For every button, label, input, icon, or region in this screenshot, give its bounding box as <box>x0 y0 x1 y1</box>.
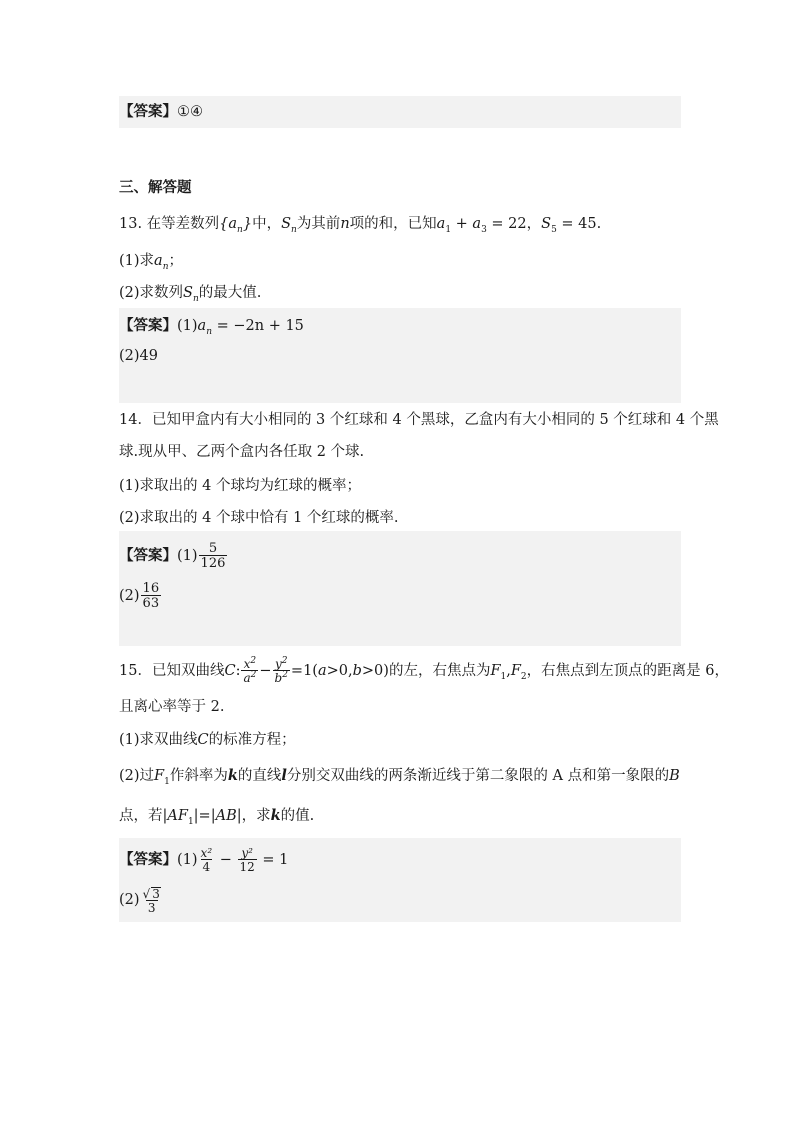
q13-part2: (2)求数列$S_n$的最大值. <box>119 285 262 304</box>
q14-part2: (2)求取出的 4 个球中恰有 1 个红球的概率. <box>119 510 399 526</box>
answer-label: 【答案】 <box>119 103 177 120</box>
answer-value: ①④ <box>177 104 203 120</box>
q15-stem-line1: 15．已知双曲线C: $\frac{x^2}{a^2}$ − $\frac{y^2}{b^2}$ =1(a>0,b>0)的左，右焦点为$F_1,F_2$，右焦点到左顶点的距离是 6， <box>119 656 729 685</box>
prev-answer <box>119 102 203 122</box>
q14-part1: (1)求取出的 4 个球均为红球的概率； <box>119 478 361 494</box>
q15-part2-line2: 点，若$|AF_1|=|AB|$，求k的值. <box>119 807 315 827</box>
q15-part1: (1)求双曲线C的标准方程； <box>119 732 296 748</box>
fraction: $\frac{5}{126}$ <box>200 541 226 571</box>
q14-stem-line1: 14．已知甲盒内有大小相同的 3 个红球和 4 个黑球，乙盒内有大小相同的 5 个红球和 4 个黑 <box>119 412 719 428</box>
q13-part1: (1)求$a_n$； <box>119 253 183 272</box>
q15-stem-line2: 且离心率等于 2. <box>119 699 225 715</box>
q14-answer-1: 【答案】(1) $\frac{5}{126}$ <box>119 541 226 571</box>
q13-answer-1: 【答案】$(1)a_n = -2n + 15$ <box>119 317 304 337</box>
q14-stem-line2: 球.现从甲、乙两个盒内各任取 2 个球. <box>119 444 365 460</box>
q13-stem: 13. 在等差数列$\{a_n\}$中，$S_n$为其前n项的和，已知$a_1 + a_3 = 22$，$S_5 = 45$. <box>119 216 602 235</box>
q15-answer-1: 【答案】(1) $\frac{\text{x²}}{4}$ − $\frac{\text{y²}}{12}$ = 1 <box>119 846 289 874</box>
fraction: $\frac{16}{63}$ <box>142 581 160 611</box>
q15-answer-2: (2) $\frac{√ 3}{3}$ <box>119 886 160 915</box>
q13-answer-2: (2)49 <box>119 348 158 364</box>
prev-answer-box <box>119 96 681 128</box>
q15-part2-line1: (2)过$F_1$作斜率为k的直线l分别交双曲线的两条渐近线于第二象限的 A 点和第一象限的B <box>119 767 680 787</box>
q14-answer-2: (2) $\frac{16}{63}$ <box>119 581 160 611</box>
section-title: 三、解答题 <box>119 179 192 196</box>
